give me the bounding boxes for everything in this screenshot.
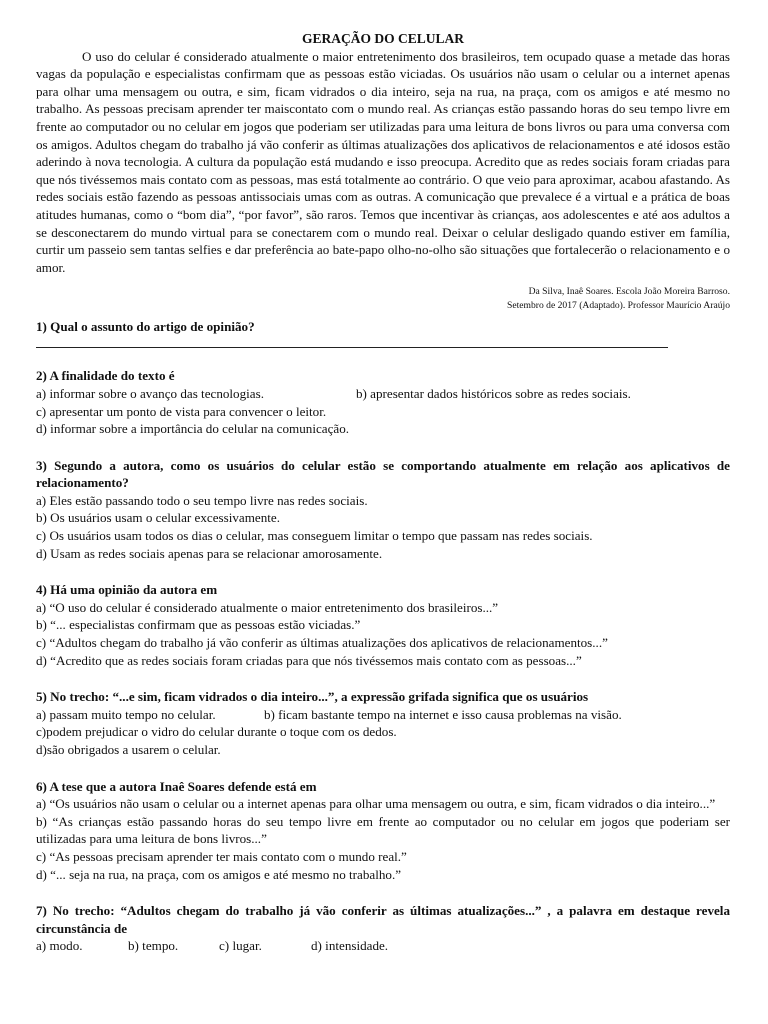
option-a[interactable]: a) informar sobre o avanço das tecnologias. bbox=[36, 385, 264, 401]
option-c[interactable]: c) “Adultos chegam do trabalho já vão conferir as últimas atualizações dos aplicativos de relacionamentos...” bbox=[36, 635, 608, 651]
option-a[interactable]: a) “O uso do celular é considerado atualmente o maior entretenimento dos brasileiros...” bbox=[36, 599, 499, 615]
question-4-title: 4) Há uma opinião da autora em bbox=[36, 582, 218, 598]
answer-line[interactable] bbox=[36, 335, 668, 348]
option-c[interactable]: c) lugar. bbox=[219, 938, 262, 954]
question-6 bbox=[36, 778, 730, 884]
question-4 bbox=[36, 581, 730, 669]
option-a[interactable]: a) “Os usuários não usam o celular ou a internet apenas para olhar uma mensagem ou outra, e sim, ficam vidrados o dia inteiro...” bbox=[36, 796, 716, 812]
source-line-2: Setembro de 2017 (Adaptado). Professor Maurício Araújo bbox=[506, 299, 730, 311]
question-6-title: 6) A tese que a autora Inaê Soares defende está em bbox=[36, 778, 317, 794]
question-5-options-row bbox=[36, 706, 730, 724]
option-b[interactable]: b) ficam bastante tempo na internet e isso causa problemas na visão. bbox=[264, 706, 622, 722]
question-7-options-row bbox=[36, 937, 730, 955]
option-a[interactable]: a) passam muito tempo no celular. bbox=[36, 706, 216, 722]
option-d[interactable]: d)são obrigados a usarem o celular. bbox=[36, 742, 221, 757]
question-5 bbox=[36, 688, 730, 758]
option-c[interactable]: c) apresentar um ponto de vista para convencer o leitor. bbox=[36, 403, 327, 419]
option-c[interactable]: c) Os usuários usam todos os dias o celular, mas conseguem limitar o tempo que passam nas redes sociais. bbox=[36, 528, 593, 544]
option-d[interactable]: d) informar sobre a importância do celular na comunicação. bbox=[36, 421, 350, 437]
option-b[interactable]: b) “As crianças estão passando horas do seu tempo livre em frente ao computador ou no celular em jogos que poderiam ser utilizadas para uma leitura de bons livros...” bbox=[36, 813, 730, 847]
option-c[interactable]: c) “As pessoas precisam aprender ter mais contato com o mundo real.” bbox=[36, 848, 407, 864]
option-a[interactable]: a) Eles estão passando todo o seu tempo livre nas redes sociais. bbox=[36, 492, 368, 508]
question-2 bbox=[36, 367, 730, 437]
source-line-1: Da Silva, Inaê Soares. Escola João Moreira Barroso. bbox=[528, 286, 730, 298]
option-c[interactable]: c)podem prejudicar o vidro do celular durante o toque com os dedos. bbox=[36, 724, 397, 740]
article-text: O uso do celular é considerado atualmente o maior entretenimento dos brasileiros, tem ocupado quase a metade das horas vagas da população e especialistas confirmam que as pessoas estão viciadas. Os usuários não usam o celular ou a internet apenas para olhar uma mensagem ou outra, e sim, ficam vidrados o dia inteiro, seja na rua, na praça, com os amigos e até mesmo no trabalho. As pessoas precisam aprender ter maiscontato com o mundo real. As crianças estão passando horas do seu tempo livre em frente ao computador ou no celular em jogos que poderiam ser utilizadas para uma leitura de bons livros ou para uma conversa com os amigos. Adultos chegam do trabalho já vão conferir as últimas atualizações dos aplicativos de relacionamentos e até idosos estão aderindo à nova tecnologia. A cultura da população está mudando e isso preocupa. Acredito que as redes sociais foram criadas para que nós tivéssemos mais contato com as pessoas, mas está totalmente ao contrário. O que veio para aproximar, acabou afastando. As redes sociais estão fazendo as pessoas antissociais umas com as outras. A comunicação que prevalece é a virtual e a prática de boas atitudes humanas, como o “bom dia”, “por favor”, são raros. Temos que incentivar às crianças, aos adolescentes e até aos adultos a se desconectarem do mundo virtual para se conectarem com o mundo real. Deixar o celular desligado quando estiver em família, curtir um passeio sem tantas selfies e dar preferência ao bate-papo olho-no-olho são situações que fortalecerão o relacionamento e o amor. bbox=[36, 48, 730, 275]
question-7-title: 7) No trecho: “Adultos chegam do trabalho já vão conferir as últimas atualizações...” , a palavra em destaque revela circunstância de bbox=[36, 903, 730, 936]
page-title: GERAÇÃO DO CELULAR bbox=[301, 31, 464, 46]
question-3-title: 3) Segundo a autora, como os usuários do celular estão se comportando atualmente em relação aos aplicativos de relacionamento? bbox=[36, 457, 730, 491]
question-7 bbox=[36, 902, 730, 955]
option-d[interactable]: d) “... seja na rua, na praça, com os amigos e até mesmo no trabalho.” bbox=[36, 866, 402, 882]
worksheet-page bbox=[36, 30, 730, 955]
question-5-title: 5) No trecho: “...e sim, ficam vidrados o dia inteiro...”, a expressão grifada significa que os usuários bbox=[36, 689, 589, 705]
option-b[interactable]: b) apresentar dados históricos sobre as redes sociais. bbox=[356, 385, 631, 401]
option-b[interactable]: b) Os usuários usam o celular excessivamente. bbox=[36, 510, 280, 526]
question-3 bbox=[36, 457, 730, 563]
option-b[interactable]: b) “... especialistas confirmam que as pessoas estão viciadas.” bbox=[36, 617, 361, 633]
option-d[interactable]: d) “Acredito que as redes sociais foram criadas para que nós tivéssemos mais contato com as pessoas...” bbox=[36, 652, 582, 668]
option-a[interactable]: a) modo. bbox=[36, 938, 83, 954]
source-citation bbox=[36, 285, 730, 311]
question-2-options-row bbox=[36, 385, 730, 403]
option-b[interactable]: b) tempo. bbox=[128, 938, 179, 954]
option-d[interactable]: d) intensidade. bbox=[311, 938, 389, 954]
option-d[interactable]: d) Usam as redes sociais apenas para se relacionar amorosamente. bbox=[36, 545, 383, 561]
question-2-title: 2) A finalidade do texto é bbox=[36, 368, 175, 384]
question-1 bbox=[36, 318, 730, 349]
question-1-title: 1) Qual o assunto do artigo de opinião? bbox=[36, 318, 255, 334]
